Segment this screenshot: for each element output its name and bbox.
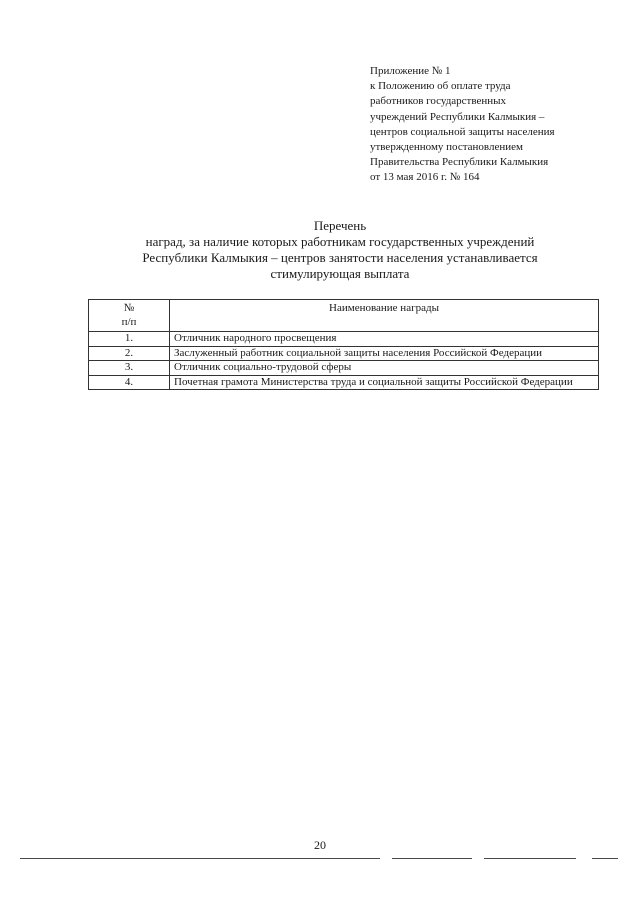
appendix-line: центров социальной защиты населения [370, 125, 555, 138]
table-row [89, 332, 599, 347]
appendix-line: от 13 мая 2016 г. № 164 [370, 171, 480, 184]
award-name: Отличник социально-трудовой сферы [170, 361, 599, 376]
appendix-line: Приложение № 1 [370, 65, 451, 77]
title-heading: Перечень [313, 218, 367, 233]
title-line: стимулирующая выплата [270, 266, 410, 281]
row-number: 4. [89, 375, 170, 390]
header-number-line2: п/п [121, 315, 137, 328]
document-title [60, 218, 620, 282]
footer-rule [20, 858, 380, 859]
award-name: Отличник народного просвещения [170, 332, 599, 347]
page-number: 20 [314, 838, 326, 852]
footer-rule [484, 858, 576, 859]
row-number: 3. [89, 361, 170, 376]
table-row [89, 361, 599, 376]
appendix-line: к Положению об оплате труда [370, 80, 511, 93]
footer-rule [592, 858, 618, 859]
row-number: 2. [89, 346, 170, 361]
title-line: наград, за наличие которых работникам государственных учреждений [145, 234, 535, 249]
award-name: Заслуженный работник социальной защиты населения Российской Федерации [170, 346, 599, 361]
appendix-line: утвержденному постановлением [370, 141, 523, 154]
row-number: 1. [89, 332, 170, 347]
appendix-line: Правительства Республики Калмыкия [370, 156, 549, 169]
appendix-line: работников государственных [370, 95, 507, 108]
footer-rule [392, 858, 472, 859]
header-name: Наименование награды [170, 300, 599, 332]
table-row [89, 346, 599, 361]
header-number [89, 300, 170, 332]
title-line: Республики Калмыкия – центров занятости населения устанавливается [142, 250, 538, 265]
table-header-row [89, 300, 599, 332]
header-number-line1: № [123, 302, 135, 314]
appendix-line: учреждений Республики Калмыкия – [370, 110, 545, 123]
award-name: Почетная грамота Министерства труда и социальной защиты Российской Федерации [170, 375, 599, 390]
appendix-block [370, 64, 620, 186]
table-row [89, 375, 599, 390]
awards-table [88, 299, 599, 390]
